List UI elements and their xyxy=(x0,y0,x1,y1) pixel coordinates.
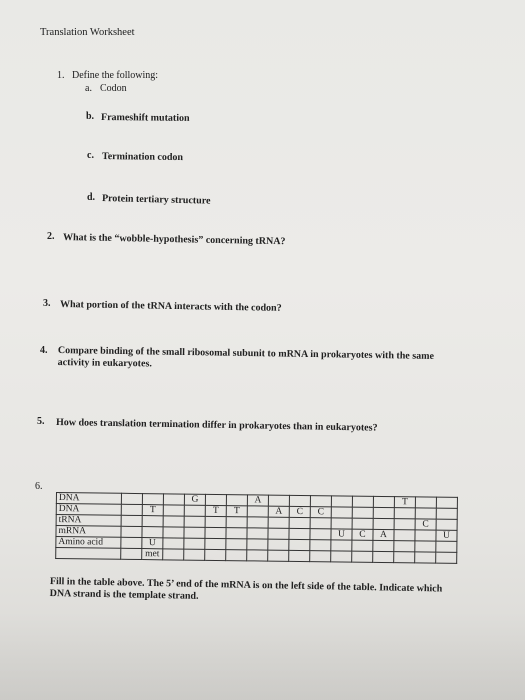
table-cell[interactable] xyxy=(142,494,163,505)
table-cell[interactable]: C xyxy=(415,519,436,530)
table-cell[interactable]: met xyxy=(142,549,163,560)
table-cell[interactable] xyxy=(331,551,352,562)
q1-number: 1. xyxy=(57,70,65,81)
table-cell[interactable] xyxy=(184,538,205,549)
table-cell[interactable] xyxy=(331,518,352,529)
table-cell[interactable] xyxy=(268,528,289,539)
table-cell[interactable] xyxy=(205,538,226,549)
table-cell[interactable] xyxy=(247,506,268,517)
table-cell[interactable] xyxy=(121,537,142,548)
q5-number: 5. xyxy=(37,416,45,427)
table-cell[interactable] xyxy=(184,505,205,516)
q1d-letter: d. xyxy=(87,192,96,203)
table-cell[interactable] xyxy=(373,496,394,507)
table-cell[interactable] xyxy=(352,496,373,507)
table-cell[interactable] xyxy=(331,540,352,551)
q1b-letter: b. xyxy=(86,111,95,122)
q4-number: 4. xyxy=(40,345,48,356)
table-cell[interactable]: C xyxy=(310,507,331,518)
table-cell[interactable] xyxy=(226,495,247,506)
table-cell[interactable] xyxy=(436,552,457,563)
table-cell[interactable] xyxy=(205,494,226,505)
table-cell[interactable] xyxy=(121,515,142,526)
table-cell[interactable] xyxy=(163,505,184,516)
table-cell[interactable]: C xyxy=(289,506,310,517)
table-cell[interactable] xyxy=(289,550,310,561)
table-cell[interactable] xyxy=(436,497,457,508)
table-cell[interactable] xyxy=(289,539,310,550)
table-cell[interactable] xyxy=(184,549,205,560)
table-cell[interactable] xyxy=(247,517,268,528)
table-cell[interactable]: C xyxy=(352,529,373,540)
q5-text: How does translation termination differ in prokaryotes than in eukaryotes? xyxy=(55,417,378,434)
table-cell[interactable] xyxy=(352,551,373,562)
table-cell[interactable]: T xyxy=(142,505,163,516)
table-cell[interactable] xyxy=(394,552,415,563)
table-cell[interactable] xyxy=(289,517,310,528)
table-cell[interactable] xyxy=(121,504,142,515)
q6-instructions: Fill in the table above. The 5’ end of the mRNA is on the left side of the table. Indicate which DNA strand is the template strand. xyxy=(49,576,443,602)
table-cell[interactable] xyxy=(247,528,268,539)
table-cell[interactable]: T xyxy=(394,497,415,508)
q6-number: 6. xyxy=(35,481,43,492)
page-title: Translation Worksheet xyxy=(40,27,135,38)
table-cell[interactable] xyxy=(436,519,457,530)
table-cell[interactable] xyxy=(226,539,247,550)
table-cell[interactable] xyxy=(163,527,184,538)
table-cell[interactable] xyxy=(415,497,436,508)
table-cell[interactable] xyxy=(289,528,310,539)
table-cell[interactable] xyxy=(331,496,352,507)
table-cell[interactable] xyxy=(373,540,394,551)
table-cell[interactable] xyxy=(415,508,436,519)
table-cell[interactable] xyxy=(247,539,268,550)
table-cell[interactable] xyxy=(310,540,331,551)
table-cell[interactable]: U xyxy=(142,538,163,549)
table-cell[interactable] xyxy=(184,527,205,538)
table-cell[interactable] xyxy=(142,516,163,527)
table-cell[interactable]: U xyxy=(331,529,352,540)
table-cell[interactable] xyxy=(226,528,247,539)
table-cell[interactable] xyxy=(163,538,184,549)
table-cell[interactable] xyxy=(415,530,436,541)
table-cell[interactable] xyxy=(373,518,394,529)
table-cell[interactable] xyxy=(226,517,247,528)
table-cell[interactable]: A xyxy=(247,495,268,506)
table-cell[interactable] xyxy=(268,495,289,506)
q2-text: What is the “wobble-hypothesis” concerning tRNA? xyxy=(62,232,286,248)
table-cell[interactable] xyxy=(394,541,415,552)
table-cell[interactable] xyxy=(121,548,142,559)
table-cell[interactable] xyxy=(205,527,226,538)
q3-number: 3. xyxy=(43,298,51,309)
table-cell[interactable] xyxy=(436,508,457,519)
table-cell[interactable] xyxy=(268,539,289,550)
table-cell[interactable] xyxy=(289,495,310,506)
table-cell[interactable] xyxy=(121,493,142,504)
table-cell[interactable] xyxy=(310,551,331,562)
table-cell[interactable] xyxy=(352,540,373,551)
table-cell[interactable] xyxy=(373,507,394,518)
table-cell[interactable] xyxy=(163,494,184,505)
q1b-text: Frameshift mutation xyxy=(100,112,190,124)
translation-table xyxy=(55,492,458,564)
row-label: tRNA xyxy=(56,515,121,527)
q1a-letter: a. xyxy=(85,83,92,94)
table-cell[interactable] xyxy=(142,527,163,538)
table-cell[interactable] xyxy=(163,516,184,527)
table-cell[interactable]: T xyxy=(205,505,226,516)
table-cell[interactable] xyxy=(163,549,184,560)
table-cell[interactable] xyxy=(121,526,142,537)
q1d-text: Protein tertiary structure xyxy=(101,193,211,207)
table-cell[interactable] xyxy=(226,550,247,561)
table-cell[interactable] xyxy=(184,516,205,527)
q3-text: What portion of the tRNA interacts with the codon? xyxy=(59,299,282,314)
row-label: DNA xyxy=(56,493,121,505)
row-label: Amino acid xyxy=(56,537,121,549)
table-cell[interactable] xyxy=(310,518,331,529)
table-cell[interactable] xyxy=(415,541,436,552)
table-cell[interactable] xyxy=(268,550,289,561)
row-label: mRNA xyxy=(56,526,121,538)
photo-shadow xyxy=(0,610,525,700)
table-cell[interactable]: G xyxy=(184,494,205,505)
table-cell[interactable] xyxy=(415,552,436,563)
table-cell[interactable] xyxy=(310,529,331,540)
q1c-letter: c. xyxy=(87,150,94,161)
table-cell[interactable] xyxy=(394,519,415,530)
table-cell[interactable]: T xyxy=(226,506,247,517)
table-cell[interactable] xyxy=(373,551,394,562)
table-cell[interactable] xyxy=(247,550,268,561)
table-cell[interactable] xyxy=(331,507,352,518)
q1-text: Define the following: xyxy=(72,70,159,81)
table-cell[interactable]: U xyxy=(436,530,457,541)
q2-number: 2. xyxy=(47,231,55,242)
table-cell[interactable] xyxy=(394,508,415,519)
table-cell[interactable] xyxy=(268,517,289,528)
table-cell[interactable] xyxy=(205,516,226,527)
row-label: DNA xyxy=(56,504,121,516)
table-cell[interactable] xyxy=(436,541,457,552)
table-cell[interactable] xyxy=(310,496,331,507)
q1c-text: Termination codon xyxy=(101,151,184,164)
table-cell[interactable]: A xyxy=(373,529,394,540)
table-cell[interactable] xyxy=(352,518,373,529)
row-label xyxy=(56,548,121,560)
table-cell[interactable] xyxy=(205,549,226,560)
q4-text: Compare binding of the small ribosomal subunit to mRNA in prokaryotes with the same activity in eukaryotes. xyxy=(57,345,435,370)
table-cell[interactable] xyxy=(394,530,415,541)
q1a-text: Codon xyxy=(100,83,127,94)
table-cell[interactable]: A xyxy=(268,506,289,517)
table-cell[interactable] xyxy=(352,507,373,518)
